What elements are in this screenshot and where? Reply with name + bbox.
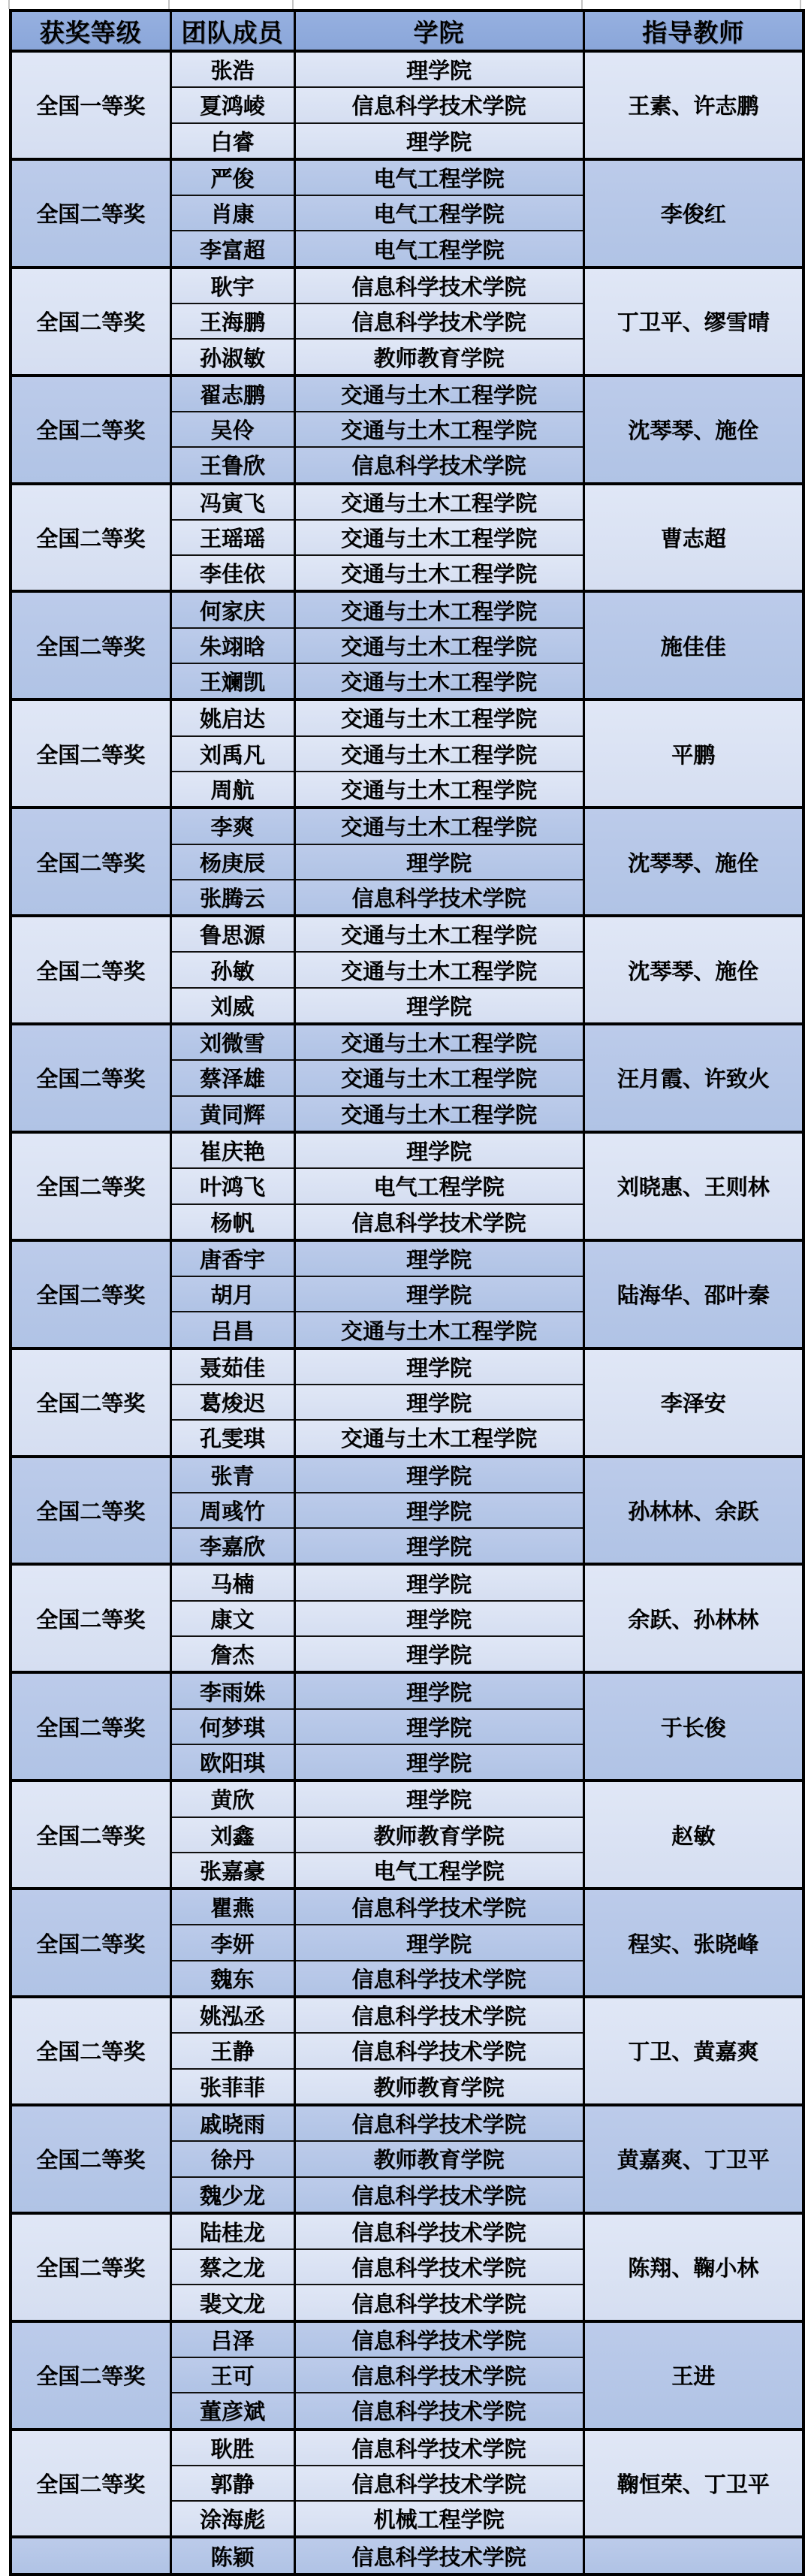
award-level-cell: 全国二等奖 [11, 1564, 170, 1672]
member-name-cell: 陆桂龙 [170, 2213, 294, 2249]
award-level-cell: 全国二等奖 [11, 267, 170, 376]
award-level-cell: 全国二等奖 [11, 2430, 170, 2538]
member-name-cell: 张腾云 [170, 880, 294, 916]
college-cell: 交通与土木工程学院 [294, 1420, 583, 1456]
header-row [11, 11, 803, 51]
member-name-cell: 何梦琪 [170, 1709, 294, 1744]
award-level-cell: 全国二等奖 [11, 1132, 170, 1240]
college-cell: 理学院 [294, 123, 583, 159]
table-row [11, 1024, 803, 1060]
award-level-cell: 全国一等奖 [11, 51, 170, 159]
table-row [11, 808, 803, 844]
award-level-cell: 全国二等奖 [11, 1889, 170, 1997]
member-name-cell: 王鲁欣 [170, 447, 294, 483]
college-cell: 理学院 [294, 1132, 583, 1168]
college-cell: 理学院 [294, 1528, 583, 1564]
member-name-cell: 瞿燕 [170, 1889, 294, 1925]
award-level-cell: 全国二等奖 [11, 1457, 170, 1565]
college-cell: 教师教育学院 [294, 2069, 583, 2105]
header-team-members: 团队成员 [170, 11, 294, 51]
member-name-cell: 黄欣 [170, 1780, 294, 1816]
awards-table [9, 9, 805, 2576]
college-cell: 交通与土木工程学院 [294, 736, 583, 772]
college-cell: 信息科学技术学院 [294, 2105, 583, 2141]
member-name-cell: 叶鸿飞 [170, 1168, 294, 1203]
member-name-cell: 孙淑敏 [170, 339, 294, 375]
college-cell: 信息科学技术学院 [294, 880, 583, 916]
award-level-cell: 全国二等奖 [11, 699, 170, 808]
award-level-cell: 全国二等奖 [11, 2321, 170, 2430]
member-name-cell: 涂海彪 [170, 2501, 294, 2537]
member-name-cell: 李妍 [170, 1925, 294, 1960]
column-guide-line [292, 0, 294, 9]
member-name-cell: 郭静 [170, 2466, 294, 2501]
awards-table-body [11, 51, 803, 2574]
member-name-cell: 孔雯琪 [170, 1420, 294, 1456]
member-name-cell: 冯寅飞 [170, 484, 294, 520]
college-cell: 交通与土木工程学院 [294, 772, 583, 808]
advisor-cell: 程实、张晓峰 [583, 1889, 803, 1997]
advisor-cell: 余跃、孙林林 [583, 1564, 803, 1672]
college-cell: 电气工程学院 [294, 1853, 583, 1889]
college-cell: 交通与土木工程学院 [294, 699, 583, 735]
college-cell: 理学院 [294, 1672, 583, 1708]
member-name-cell: 翟志鹏 [170, 376, 294, 412]
award-level-cell: 全国二等奖 [11, 1672, 170, 1780]
college-cell: 信息科学技术学院 [294, 267, 583, 304]
advisor-cell: 沈琴琴、施佺 [583, 808, 803, 916]
member-name-cell: 张青 [170, 1457, 294, 1493]
member-name-cell: 欧阳琪 [170, 1744, 294, 1780]
college-cell: 信息科学技术学院 [294, 1961, 583, 1997]
award-level-cell: 全国二等奖 [11, 159, 170, 267]
college-cell: 理学院 [294, 988, 583, 1024]
college-cell: 电气工程学院 [294, 231, 583, 267]
college-cell: 电气工程学院 [294, 195, 583, 231]
college-cell: 理学院 [294, 1601, 583, 1636]
advisor-cell: 沈琴琴、施佺 [583, 916, 803, 1024]
header-advisor: 指导教师 [583, 11, 803, 51]
college-cell: 信息科学技术学院 [294, 2177, 583, 2213]
college-cell: 信息科学技术学院 [294, 2537, 583, 2574]
member-name-cell: 王海鹏 [170, 304, 294, 339]
college-cell: 信息科学技术学院 [294, 2430, 583, 2466]
member-name-cell: 戚晓雨 [170, 2105, 294, 2141]
member-name-cell: 徐丹 [170, 2141, 294, 2176]
college-cell: 交通与土木工程学院 [294, 1060, 583, 1095]
column-guide-line [800, 0, 801, 9]
table-row [11, 699, 803, 735]
college-cell: 理学院 [294, 1709, 583, 1744]
member-name-cell: 张菲菲 [170, 2069, 294, 2105]
college-cell: 理学院 [294, 844, 583, 880]
table-row [11, 1889, 803, 1925]
advisor-cell: 汪月霞、许致火 [583, 1024, 803, 1132]
member-name-cell: 刘威 [170, 988, 294, 1024]
college-cell: 交通与土木工程学院 [294, 412, 583, 447]
college-cell: 教师教育学院 [294, 2141, 583, 2176]
member-name-cell: 王斓凯 [170, 663, 294, 699]
advisor-cell: 李泽安 [583, 1348, 803, 1457]
college-cell: 机械工程学院 [294, 2501, 583, 2537]
column-guide-line [8, 0, 10, 9]
member-name-cell: 王瑶瑶 [170, 520, 294, 555]
member-name-cell: 刘鑫 [170, 1817, 294, 1853]
member-name-cell: 魏少龙 [170, 2177, 294, 2213]
college-cell: 交通与土木工程学院 [294, 663, 583, 699]
award-level-cell: 全国二等奖 [11, 591, 170, 699]
table-row [11, 1780, 803, 1816]
member-name-cell: 胡月 [170, 1276, 294, 1312]
college-cell: 理学院 [294, 1385, 583, 1420]
table-row [11, 2430, 803, 2466]
member-name-cell: 鲁思源 [170, 916, 294, 952]
table-row [11, 916, 803, 952]
advisor-cell: 曹志超 [583, 484, 803, 592]
member-name-cell: 蔡之龙 [170, 2249, 294, 2285]
member-name-cell: 耿胜 [170, 2430, 294, 2466]
college-cell: 交通与土木工程学院 [294, 591, 583, 627]
member-name-cell: 王可 [170, 2357, 294, 2393]
header-award-level: 获奖等级 [11, 11, 170, 51]
college-cell: 信息科学技术学院 [294, 304, 583, 339]
award-level-cell: 全国二等奖 [11, 2105, 170, 2213]
member-name-cell: 杨庚辰 [170, 844, 294, 880]
member-name-cell: 葛焌迟 [170, 1385, 294, 1420]
college-cell: 信息科学技术学院 [294, 2249, 583, 2285]
college-cell: 交通与土木工程学院 [294, 628, 583, 663]
college-cell: 信息科学技术学院 [294, 1889, 583, 1925]
member-name-cell: 何家庆 [170, 591, 294, 627]
college-cell: 交通与土木工程学院 [294, 484, 583, 520]
college-cell: 电气工程学院 [294, 159, 583, 195]
member-name-cell: 白睿 [170, 123, 294, 159]
college-cell: 理学院 [294, 1348, 583, 1385]
college-cell: 信息科学技术学院 [294, 1997, 583, 2033]
table-row [11, 1240, 803, 1276]
college-cell: 理学院 [294, 51, 583, 87]
college-cell: 信息科学技术学院 [294, 2321, 583, 2357]
advisor-cell: 平鹏 [583, 699, 803, 808]
table-row [11, 267, 803, 304]
college-cell: 交通与土木工程学院 [294, 555, 583, 591]
table-row [11, 1457, 803, 1493]
table-row [11, 2105, 803, 2141]
award-level-cell: 全国二等奖 [11, 484, 170, 592]
award-level-cell: 全国二等奖 [11, 1348, 170, 1457]
advisor-cell: 施佳佳 [583, 591, 803, 699]
college-cell: 理学院 [294, 1744, 583, 1780]
advisor-cell: 陆海华、邵叶秦 [583, 1240, 803, 1348]
advisor-cell: 丁卫平、缪雪晴 [583, 267, 803, 376]
member-name-cell: 孙敏 [170, 952, 294, 987]
member-name-cell: 陈颖 [170, 2537, 294, 2574]
advisor-cell: 于长俊 [583, 1672, 803, 1780]
member-name-cell: 朱翊晗 [170, 628, 294, 663]
advisor-cell: 丁卫、黄嘉爽 [583, 1997, 803, 2105]
advisor-cell: 李俊红 [583, 159, 803, 267]
member-name-cell: 董彦斌 [170, 2393, 294, 2429]
college-cell: 交通与土木工程学院 [294, 1312, 583, 1348]
college-cell: 信息科学技术学院 [294, 1204, 583, 1240]
member-name-cell: 肖康 [170, 195, 294, 231]
table-row [11, 1564, 803, 1600]
college-cell: 交通与土木工程学院 [294, 952, 583, 987]
award-level-cell: 全国二等奖 [11, 1780, 170, 1889]
member-name-cell: 耿宇 [170, 267, 294, 304]
member-name-cell: 吴伶 [170, 412, 294, 447]
column-guide-line [581, 0, 583, 9]
top-strip [0, 0, 811, 9]
member-name-cell: 姚泓丞 [170, 1997, 294, 2033]
member-name-cell: 刘微雪 [170, 1024, 294, 1060]
college-cell: 信息科学技术学院 [294, 2033, 583, 2068]
college-cell: 交通与土木工程学院 [294, 376, 583, 412]
college-cell: 理学院 [294, 1925, 583, 1960]
award-level-cell: 全国二等奖 [11, 1240, 170, 1348]
member-name-cell: 周航 [170, 772, 294, 808]
member-name-cell: 吕泽 [170, 2321, 294, 2357]
member-name-cell: 张嘉豪 [170, 1853, 294, 1889]
advisor-cell: 黄嘉爽、丁卫平 [583, 2105, 803, 2213]
member-name-cell: 周彧竹 [170, 1493, 294, 1528]
member-name-cell: 李爽 [170, 808, 294, 844]
college-cell: 教师教育学院 [294, 339, 583, 375]
table-row [11, 591, 803, 627]
college-cell: 理学院 [294, 1780, 583, 1816]
advisor-cell: 赵敏 [583, 1780, 803, 1889]
award-level-cell: 全国二等奖 [11, 808, 170, 916]
member-name-cell: 崔庆艳 [170, 1132, 294, 1168]
award-level-cell: 全国二等奖 [11, 2213, 170, 2321]
member-name-cell: 王静 [170, 2033, 294, 2068]
college-cell: 理学院 [294, 1636, 583, 1672]
award-level-cell: 全国二等奖 [11, 1997, 170, 2105]
member-name-cell: 严俊 [170, 159, 294, 195]
member-name-cell: 詹杰 [170, 1636, 294, 1672]
member-name-cell: 魏东 [170, 1961, 294, 1997]
table-row [11, 484, 803, 520]
advisor-cell: 陈翔、鞠小林 [583, 2213, 803, 2321]
member-name-cell: 李嘉欣 [170, 1528, 294, 1564]
college-cell: 交通与土木工程学院 [294, 1096, 583, 1132]
advisor-cell: 王素、许志鹏 [583, 51, 803, 159]
college-cell: 信息科学技术学院 [294, 2393, 583, 2429]
college-cell: 信息科学技术学院 [294, 2466, 583, 2501]
college-cell: 理学院 [294, 1564, 583, 1600]
member-name-cell: 姚启达 [170, 699, 294, 735]
member-name-cell: 李雨姝 [170, 1672, 294, 1708]
member-name-cell: 康文 [170, 1601, 294, 1636]
college-cell: 信息科学技术学院 [294, 87, 583, 122]
member-name-cell: 马楠 [170, 1564, 294, 1600]
advisor-cell: 孙林林、余跃 [583, 1457, 803, 1565]
table-row [11, 1132, 803, 1168]
college-cell: 信息科学技术学院 [294, 2213, 583, 2249]
college-cell: 信息科学技术学院 [294, 447, 583, 483]
member-name-cell: 夏鸿崚 [170, 87, 294, 122]
college-cell: 教师教育学院 [294, 1817, 583, 1853]
member-name-cell: 李佳依 [170, 555, 294, 591]
member-name-cell: 刘禹凡 [170, 736, 294, 772]
award-level-cell: 全国二等奖 [11, 916, 170, 1024]
advisor-cell: 王进 [583, 2321, 803, 2430]
award-level-cell: 全国二等奖 [11, 1024, 170, 1132]
college-cell: 电气工程学院 [294, 1168, 583, 1203]
advisor-cell [583, 2537, 803, 2574]
advisor-cell: 刘晓惠、王则林 [583, 1132, 803, 1240]
college-cell: 理学院 [294, 1457, 583, 1493]
member-name-cell: 黄同辉 [170, 1096, 294, 1132]
college-cell: 交通与土木工程学院 [294, 1024, 583, 1060]
member-name-cell: 蔡泽雄 [170, 1060, 294, 1095]
table-row [11, 51, 803, 87]
table-row [11, 376, 803, 412]
college-cell: 理学院 [294, 1493, 583, 1528]
column-guide-line [168, 0, 170, 9]
table-row [11, 2537, 803, 2574]
table-row [11, 1997, 803, 2033]
table-row [11, 2213, 803, 2249]
college-cell: 信息科学技术学院 [294, 2357, 583, 2393]
advisor-cell: 鞠恒荣、丁卫平 [583, 2430, 803, 2538]
award-level-cell: 全国二等奖 [11, 376, 170, 484]
table-row [11, 2321, 803, 2357]
college-cell: 理学院 [294, 1240, 583, 1276]
member-name-cell: 张浩 [170, 51, 294, 87]
member-name-cell: 唐香宇 [170, 1240, 294, 1276]
advisor-cell: 沈琴琴、施佺 [583, 376, 803, 484]
header-college: 学院 [294, 11, 583, 51]
table-row [11, 1672, 803, 1708]
member-name-cell: 杨帆 [170, 1204, 294, 1240]
college-cell: 交通与土木工程学院 [294, 808, 583, 844]
college-cell: 理学院 [294, 1276, 583, 1312]
member-name-cell: 李富超 [170, 231, 294, 267]
college-cell: 信息科学技术学院 [294, 2285, 583, 2321]
award-level-cell [11, 2537, 170, 2574]
table-row [11, 1348, 803, 1385]
college-cell: 交通与土木工程学院 [294, 520, 583, 555]
member-name-cell: 裴文龙 [170, 2285, 294, 2321]
member-name-cell: 聂茹佳 [170, 1348, 294, 1385]
college-cell: 交通与土木工程学院 [294, 916, 583, 952]
member-name-cell: 吕昌 [170, 1312, 294, 1348]
table-row [11, 159, 803, 195]
